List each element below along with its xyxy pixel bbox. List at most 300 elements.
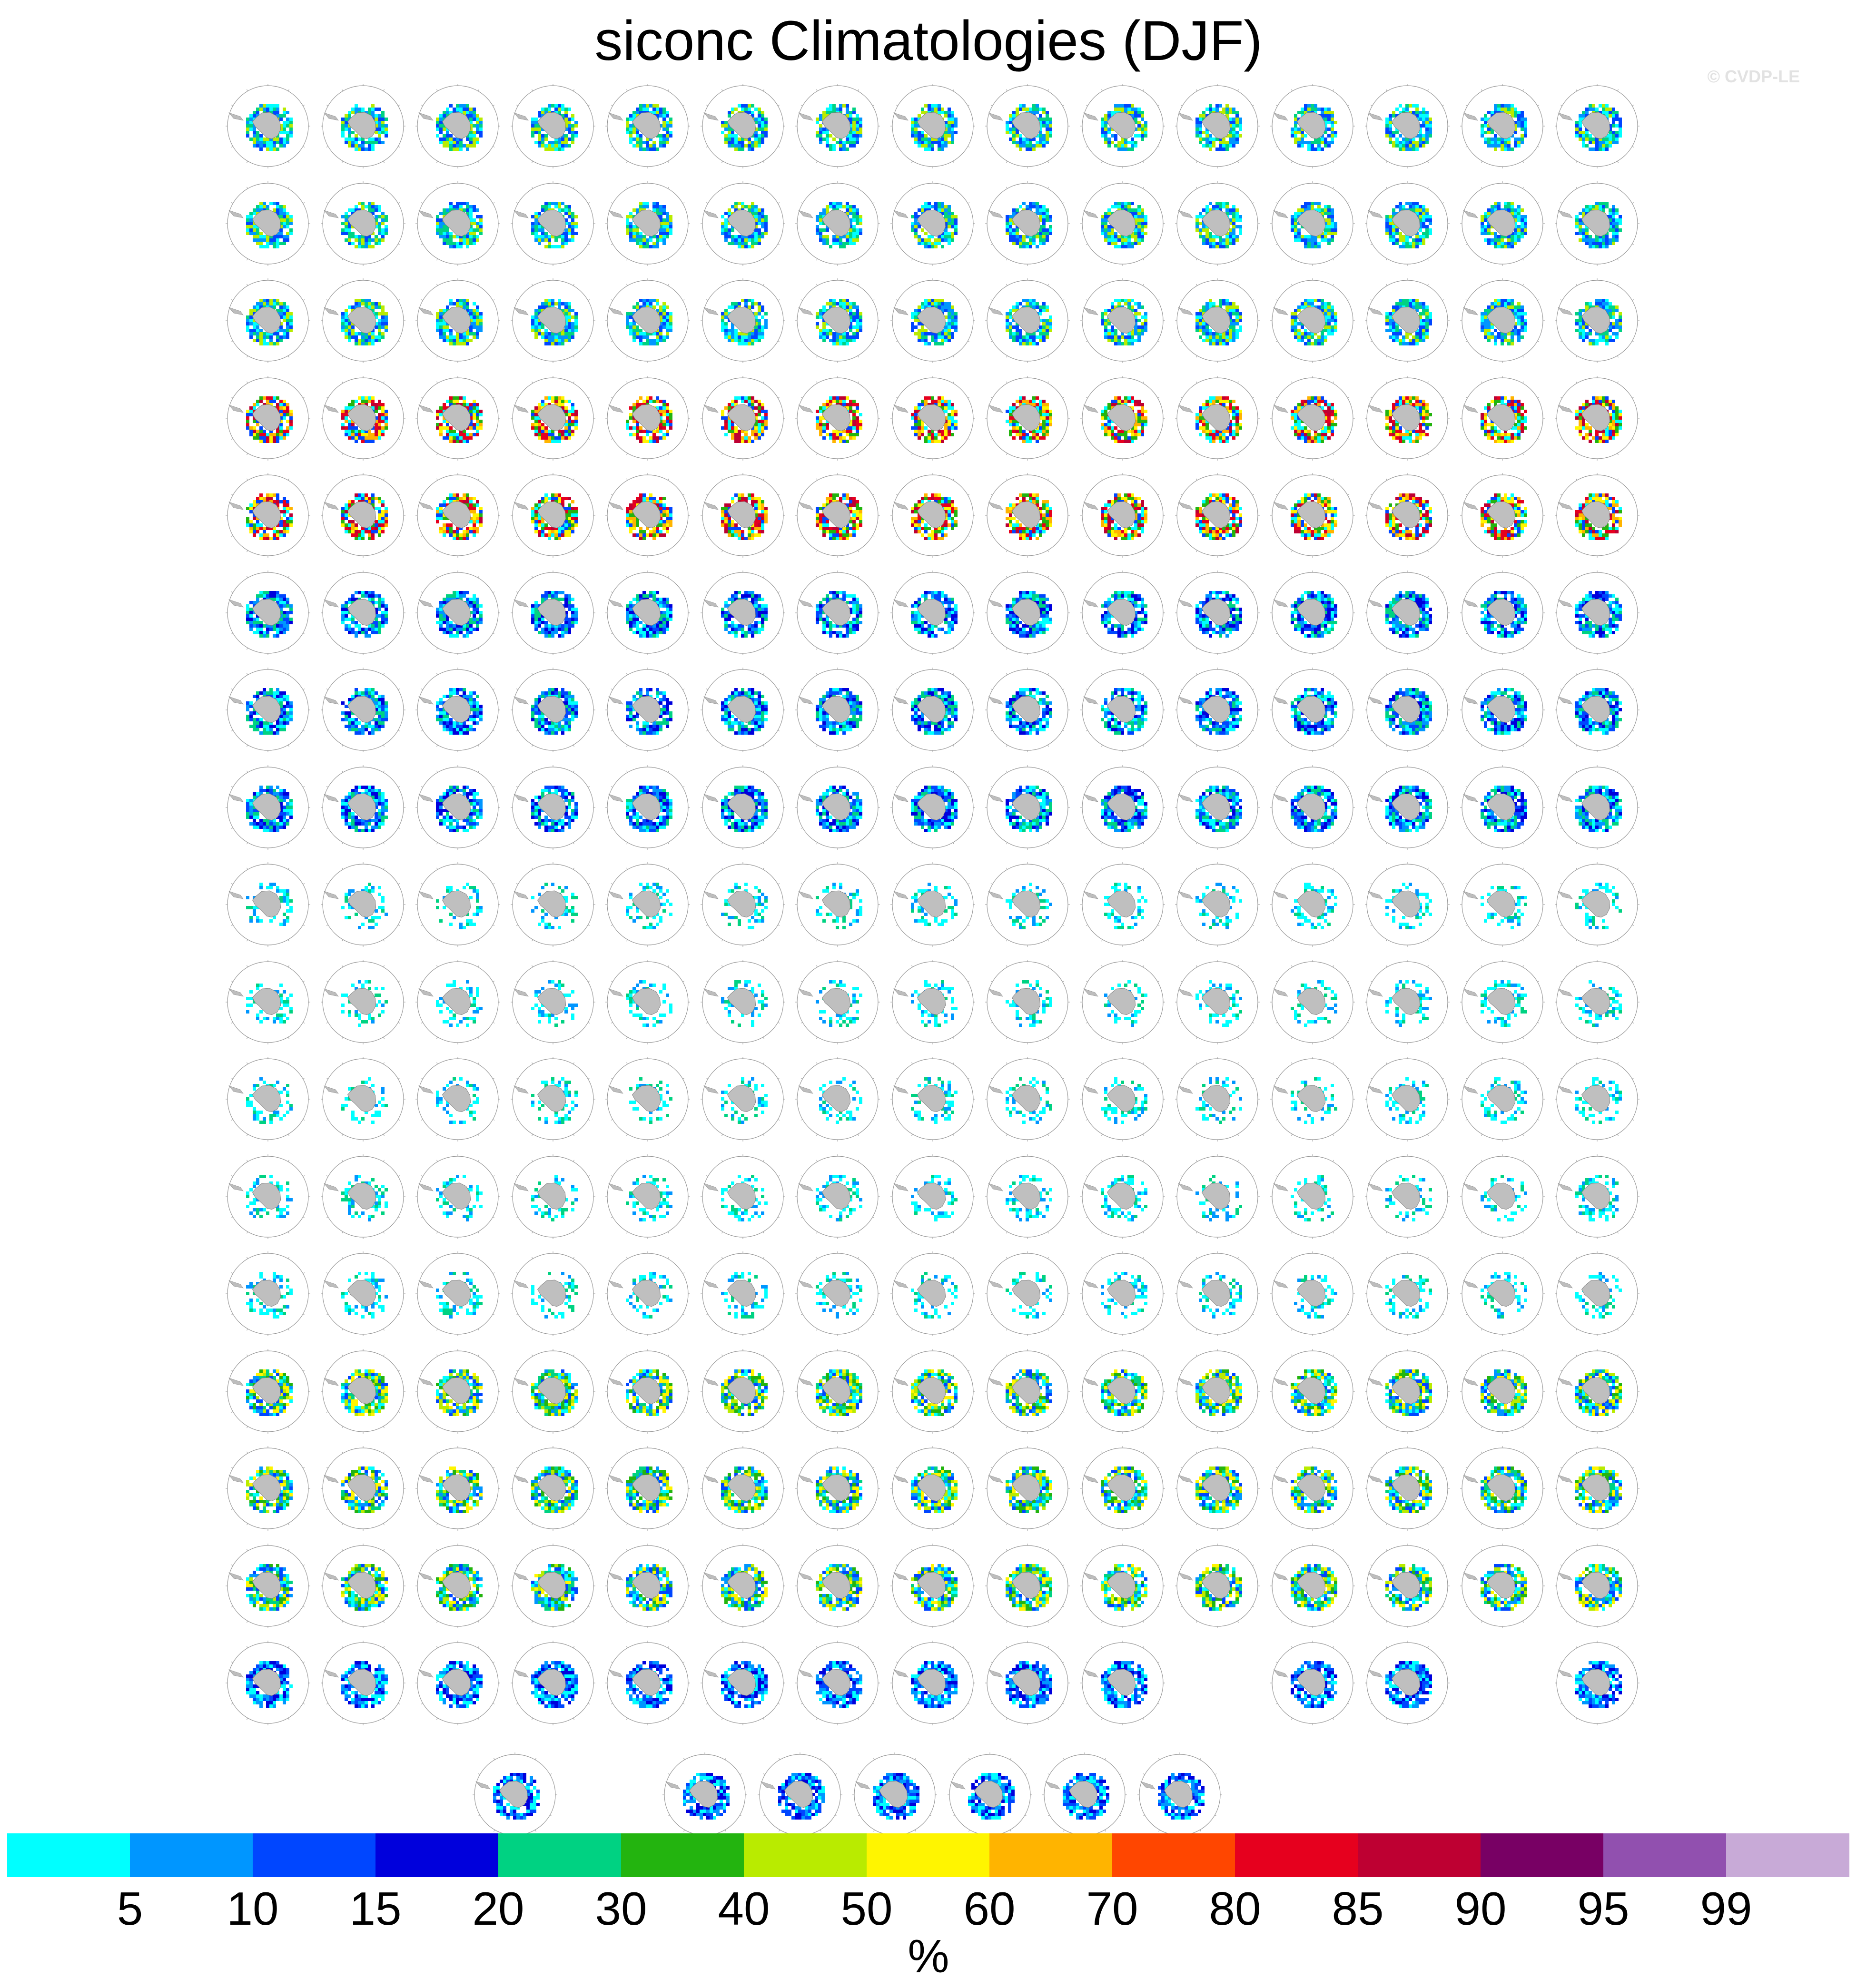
ice-cell	[449, 299, 453, 302]
ice-cell	[758, 208, 761, 212]
ice-cell	[1012, 305, 1016, 309]
ice-cell	[1402, 141, 1405, 144]
ice-cell	[479, 131, 483, 134]
ice-cell	[642, 335, 646, 339]
longitude-tick	[326, 105, 327, 106]
ice-cell	[1232, 138, 1235, 141]
ice-cell	[1235, 131, 1239, 134]
ice-cell	[734, 141, 738, 144]
ice-cell	[656, 299, 659, 302]
ice-cell	[951, 332, 954, 335]
ice-cell	[849, 305, 852, 309]
ice-cell	[666, 114, 669, 118]
ice-cell	[564, 302, 568, 305]
ice-cell	[1484, 118, 1487, 121]
ice-cell	[1039, 141, 1042, 144]
ice-cell	[1141, 131, 1144, 134]
ice-cell	[1104, 215, 1107, 218]
ice-cell	[1402, 235, 1405, 238]
ice-cell	[256, 242, 259, 245]
ice-cell	[348, 305, 351, 309]
ice-cell	[849, 141, 852, 144]
ice-cell	[662, 141, 666, 144]
ice-cell	[669, 134, 672, 138]
ice-cell	[1481, 222, 1484, 225]
ice-cell	[378, 141, 381, 144]
ice-cell	[1317, 245, 1321, 248]
ice-cell	[639, 242, 642, 245]
ice-cell	[1311, 144, 1314, 148]
ice-cell	[852, 312, 856, 315]
ice-cell	[1199, 128, 1202, 131]
ice-cell	[568, 215, 571, 218]
ice-cell	[721, 215, 724, 218]
ice-cell	[951, 138, 954, 141]
ice-cell	[646, 104, 649, 108]
ice-cell	[738, 238, 741, 242]
ice-cell	[1484, 141, 1487, 144]
ice-cell	[266, 148, 269, 151]
ice-cell	[378, 222, 381, 225]
ice-cell	[473, 141, 476, 144]
ice-cell	[1117, 148, 1121, 151]
ice-cell	[378, 319, 381, 322]
ice-cell	[839, 242, 842, 245]
ice-cell	[1491, 141, 1494, 144]
ice-cell	[921, 242, 924, 245]
ice-cell	[371, 205, 375, 208]
polar-map	[1265, 79, 1360, 174]
ice-cell	[636, 242, 639, 245]
ice-cell	[554, 245, 558, 248]
ice-cell	[816, 228, 819, 232]
ice-cell	[351, 235, 355, 238]
ice-cell	[1389, 131, 1392, 134]
ice-cell	[345, 222, 348, 225]
ice-cell	[358, 144, 361, 148]
ice-cell	[548, 242, 551, 245]
ice-cell	[656, 235, 659, 238]
ice-cell	[1592, 104, 1595, 108]
ice-cell	[385, 319, 388, 322]
ice-cell	[1405, 148, 1409, 151]
ice-cell	[1212, 245, 1215, 248]
map-panel	[410, 176, 505, 271]
ice-cell	[1104, 118, 1107, 121]
longitude-tick	[611, 300, 612, 301]
ice-cell	[439, 222, 443, 225]
ice-cell	[473, 309, 476, 312]
ice-cell	[911, 124, 914, 128]
ice-cell	[476, 114, 479, 118]
ice-cell	[632, 339, 636, 342]
ice-cell	[345, 128, 348, 131]
ice-cell	[1235, 208, 1239, 212]
ice-cell	[918, 322, 921, 325]
longitude-tick	[801, 147, 802, 148]
ice-cell	[1409, 144, 1412, 148]
ice-cell	[1131, 235, 1134, 238]
ice-cell	[731, 305, 734, 309]
ice-cell	[931, 299, 934, 302]
ice-cell	[911, 228, 914, 232]
ice-cell	[476, 235, 479, 238]
ice-cell	[758, 319, 761, 322]
ice-cell	[1517, 111, 1521, 114]
ice-cell	[1104, 238, 1107, 242]
longitude-tick	[611, 105, 612, 106]
ice-cell	[456, 141, 459, 144]
ice-cell	[1399, 245, 1402, 248]
ice-cell	[371, 144, 375, 148]
longitude-tick	[1442, 147, 1444, 148]
ice-cell	[1409, 148, 1412, 151]
ice-cell	[1294, 212, 1297, 215]
ice-cell	[649, 238, 652, 242]
ice-cell	[928, 138, 931, 141]
ice-cell	[1202, 208, 1205, 212]
ice-cell	[1317, 144, 1321, 148]
ice-cell	[1311, 202, 1314, 205]
ice-cell	[259, 232, 263, 235]
longitude-tick	[896, 300, 897, 301]
ice-cell	[1199, 138, 1202, 141]
longitude-tick	[231, 202, 233, 203]
ice-cell	[544, 329, 548, 332]
ice-cell	[1311, 148, 1314, 151]
ice-cell	[345, 124, 348, 128]
ice-cell	[459, 104, 463, 108]
ice-cell	[283, 111, 286, 114]
ice-cell	[1504, 242, 1507, 245]
ice-cell	[1511, 108, 1514, 111]
ice-cell	[276, 104, 279, 108]
ice-cell	[1402, 108, 1405, 111]
ice-cell	[652, 111, 656, 114]
ice-cell	[1592, 242, 1595, 245]
ice-cell	[1029, 335, 1032, 339]
ice-cell	[754, 339, 758, 342]
ice-cell	[534, 118, 538, 121]
ice-cell	[924, 242, 928, 245]
ice-cell	[1517, 218, 1521, 222]
ice-cell	[1497, 235, 1501, 238]
ice-cell	[951, 225, 954, 228]
longitude-tick	[1537, 202, 1539, 203]
ice-cell	[1104, 218, 1107, 222]
ice-cell	[758, 108, 761, 111]
ice-cell	[345, 312, 348, 315]
ice-cell	[473, 208, 476, 212]
ice-cell	[731, 335, 734, 339]
ice-cell	[289, 134, 293, 138]
ice-cell	[1324, 138, 1327, 141]
ice-cell	[368, 342, 371, 345]
ice-cell	[669, 325, 672, 329]
longitude-tick	[288, 187, 289, 188]
south-america-landmass	[609, 307, 623, 315]
ice-cell	[629, 114, 632, 118]
ice-cell	[941, 202, 944, 205]
ice-cell	[738, 202, 741, 205]
ice-cell	[1141, 215, 1144, 218]
ice-cell	[822, 242, 826, 245]
ice-cell	[436, 319, 439, 322]
ice-cell	[469, 144, 473, 148]
ice-cell	[1042, 242, 1046, 245]
ice-cell	[741, 245, 744, 248]
ice-cell	[1195, 131, 1199, 134]
ice-cell	[744, 299, 748, 302]
longitude-tick	[421, 202, 423, 203]
ice-cell	[1022, 339, 1026, 342]
longitude-tick	[247, 89, 248, 91]
ice-cell	[758, 339, 761, 342]
ice-cell	[1582, 208, 1585, 212]
ice-cell	[459, 335, 463, 339]
ice-cell	[1481, 131, 1484, 134]
ice-cell	[365, 339, 368, 342]
ice-cell	[1039, 232, 1042, 235]
ice-cell	[1331, 124, 1334, 128]
ice-cell	[744, 242, 748, 245]
ice-cell	[361, 202, 365, 205]
ice-cell	[1399, 144, 1402, 148]
ice-cell	[348, 228, 351, 232]
polar-map	[600, 176, 695, 271]
ice-cell	[1419, 238, 1422, 242]
ice-cell	[439, 131, 443, 134]
ice-cell	[1009, 315, 1012, 319]
ice-cell	[1009, 121, 1012, 124]
ice-cell	[1385, 232, 1389, 235]
ice-cell	[1012, 335, 1016, 339]
ice-cell	[731, 242, 734, 245]
ice-cell	[341, 329, 345, 332]
ice-cell	[758, 329, 761, 332]
ice-cell	[662, 302, 666, 305]
ice-cell	[571, 329, 574, 332]
ice-cell	[924, 148, 928, 151]
ice-cell	[1425, 141, 1429, 144]
ice-cell	[731, 228, 734, 232]
ice-cell	[859, 315, 862, 319]
ice-cell	[476, 138, 479, 141]
ice-cell	[921, 302, 924, 305]
ice-cell	[1419, 111, 1422, 114]
ice-cell	[456, 342, 459, 345]
ice-cell	[355, 134, 358, 138]
ice-cell	[1619, 121, 1622, 124]
longitude-tick	[1291, 187, 1292, 188]
ice-cell	[548, 339, 551, 342]
ice-cell	[283, 242, 286, 245]
ice-cell	[948, 339, 951, 342]
ice-cell	[1229, 208, 1232, 212]
ice-cell	[439, 315, 443, 319]
ice-cell	[842, 104, 846, 108]
ice-cell	[1111, 134, 1114, 138]
ice-cell	[1494, 202, 1497, 205]
ice-cell	[1592, 245, 1595, 248]
ice-cell	[286, 134, 289, 138]
ice-cell	[571, 315, 574, 319]
longitude-tick	[873, 147, 874, 148]
ice-cell	[738, 302, 741, 305]
ice-cell	[1229, 238, 1232, 242]
ice-cell	[561, 339, 564, 342]
ice-cell	[1297, 138, 1301, 141]
ice-cell	[1504, 144, 1507, 148]
ice-cell	[1517, 205, 1521, 208]
ice-cell	[859, 121, 862, 124]
ice-cell	[938, 108, 941, 111]
ice-cell	[1009, 322, 1012, 325]
map-panel	[1455, 176, 1550, 271]
ice-cell	[829, 134, 832, 138]
map-panel	[1360, 176, 1455, 271]
ice-cell	[918, 225, 921, 228]
ice-cell	[921, 332, 924, 335]
ice-cell	[734, 134, 738, 138]
ice-cell	[636, 325, 639, 329]
ice-cell	[662, 235, 666, 238]
ice-cell	[1232, 235, 1235, 238]
ice-cell	[1307, 238, 1311, 242]
polar-map	[695, 176, 790, 271]
ice-cell	[819, 335, 822, 339]
ice-cell	[1229, 235, 1232, 238]
ice-cell	[1049, 215, 1052, 218]
ice-cell	[1127, 104, 1131, 108]
longitude-tick	[342, 89, 343, 91]
ice-cell	[551, 335, 554, 339]
ice-cell	[1235, 118, 1239, 121]
ice-cell	[1615, 228, 1619, 232]
ice-cell	[856, 329, 859, 332]
ice-cell	[1036, 104, 1039, 108]
ice-cell	[918, 144, 921, 148]
ice-cell	[476, 332, 479, 335]
ice-cell	[1385, 134, 1389, 138]
ice-cell	[656, 302, 659, 305]
ice-cell	[341, 232, 345, 235]
ice-cell	[1304, 202, 1307, 205]
ice-cell	[626, 319, 629, 322]
ice-cell	[1291, 215, 1294, 218]
ice-cell	[439, 232, 443, 235]
ice-cell	[758, 242, 761, 245]
ice-cell	[1327, 208, 1331, 212]
ice-cell	[551, 148, 554, 151]
longitude-tick	[896, 105, 897, 106]
ice-cell	[1046, 124, 1049, 128]
ice-cell	[832, 104, 836, 108]
ice-cell	[1134, 235, 1137, 238]
longitude-tick	[478, 89, 479, 91]
ice-cell	[1202, 228, 1205, 232]
ice-cell	[381, 309, 385, 312]
longitude-tick	[858, 187, 859, 188]
ice-cell	[1327, 218, 1331, 222]
ice-cell	[669, 228, 672, 232]
ice-cell	[253, 114, 256, 118]
longitude-tick	[706, 244, 707, 245]
ice-cell	[941, 302, 944, 305]
ice-cell	[381, 141, 385, 144]
ice-cell	[283, 114, 286, 118]
ice-cell	[846, 242, 849, 245]
ice-cell	[571, 232, 574, 235]
ice-cell	[819, 332, 822, 335]
ice-cell	[1484, 114, 1487, 118]
ice-cell	[1494, 141, 1497, 144]
ice-cell	[436, 222, 439, 225]
ice-cell	[1144, 134, 1147, 138]
ice-cell	[256, 335, 259, 339]
ice-cell	[449, 141, 453, 144]
ice-cell	[728, 131, 731, 134]
ice-cell	[1589, 245, 1592, 248]
ice-cell	[822, 111, 826, 114]
ice-cell	[463, 242, 466, 245]
ice-cell	[1134, 134, 1137, 138]
ice-cell	[741, 205, 744, 208]
ice-cell	[954, 124, 958, 128]
ice-cell	[1042, 134, 1046, 138]
ice-cell	[473, 228, 476, 232]
ice-cell	[351, 242, 355, 245]
ice-cell	[1114, 144, 1117, 148]
ice-cell	[1422, 212, 1425, 215]
ice-cell	[1399, 202, 1402, 205]
ice-cell	[1049, 225, 1052, 228]
ice-cell	[355, 342, 358, 345]
ice-cell	[629, 212, 632, 215]
ice-cell	[842, 144, 846, 148]
longitude-tick	[1442, 105, 1444, 106]
ice-cell	[571, 218, 574, 222]
ice-cell	[731, 205, 734, 208]
ice-cell	[1491, 144, 1494, 148]
ice-cell	[1331, 114, 1334, 118]
ice-cell	[1422, 141, 1425, 144]
ice-cell	[1195, 121, 1199, 124]
ice-cell	[371, 335, 375, 339]
map-panel	[410, 79, 505, 174]
ice-cell	[728, 339, 731, 342]
ice-cell	[479, 225, 483, 228]
ice-cell	[1111, 232, 1114, 235]
ice-cell	[1042, 138, 1046, 141]
longitude-tick	[1007, 161, 1008, 163]
ice-cell	[348, 144, 351, 148]
ice-cell	[734, 238, 738, 242]
ice-cell	[748, 208, 751, 212]
ice-cell	[728, 144, 731, 148]
ice-cell	[463, 104, 466, 108]
ice-cell	[541, 235, 544, 238]
ice-cell	[941, 245, 944, 248]
ice-cell	[822, 131, 826, 134]
ice-cell	[951, 118, 954, 121]
ice-cell	[466, 335, 469, 339]
ice-cell	[642, 202, 646, 205]
ice-cell	[1225, 202, 1229, 205]
ice-cell	[754, 215, 758, 218]
ice-cell	[1389, 235, 1392, 238]
ice-cell	[541, 238, 544, 242]
